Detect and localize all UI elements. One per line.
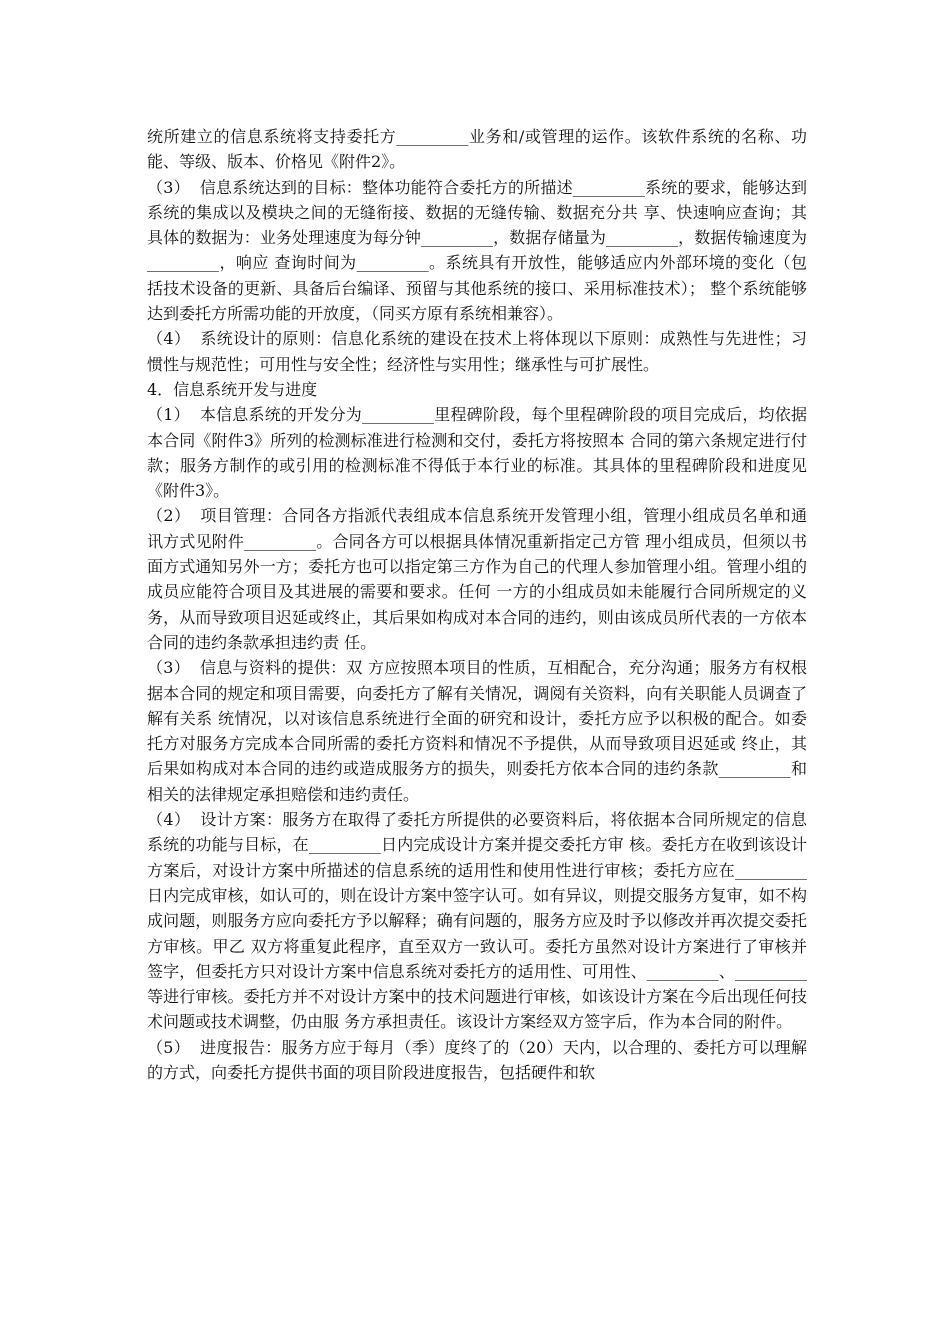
paragraph-design-principles — [147, 326, 807, 377]
paragraph-system-goals — [147, 175, 807, 327]
paragraph-design-plan — [147, 807, 807, 1035]
paragraph-text: 信息系统达到的目标：整体功能符合委托方的所描述_________系统的要求，能够达到系统的集成以及模块之间的无缝衔接、数据的无缝传输、数据充分共 享、快速响应查询；其具体的数据为：业务处理速度为每分钟_________，数据存储量为_________，数据传输速度为_________，响应 查询时间为_________。系统具有开放性，能够适应内外部环境的变化（包括技术设备的更新、具备后台编译、预留与其他系统的接口、采用标准技术）； 整个系统能够达到委托方所需功能的开放度，（同买方原有系统相兼容）。 — [147, 177, 807, 324]
document-body — [147, 124, 807, 1085]
paragraph-number: （4） — [147, 329, 191, 349]
paragraph-progress-report — [147, 1035, 807, 1086]
paragraph-continuation — [147, 124, 807, 175]
paragraph-text: 进度报告：服务方应于每月（季）度终了的（20）天内，以合理的、委托方可以理解的方式，向委托方提供书面的项目阶段进度报告，包括硬件和软 — [147, 1037, 807, 1082]
paragraph-milestones — [147, 402, 807, 503]
paragraph-project-management — [147, 503, 807, 655]
paragraph-information-provision — [147, 655, 807, 807]
paragraph-number: （3） — [147, 658, 190, 678]
paragraph-text: 项目管理：合同各方指派代表组成本信息系统开发管理小组，管理小组成员名单和通讯方式见附件_________。合同各方可以根据具体情况重新指定己方管 理小组成员，但须以书面方式通知另外一方；委托方也可以指定第三方作为自己的代理人参加管理小组。管理小组的成员应能符合项目及其进展的需要和要求。任何 一方的小组成员如未能履行合同所规定的义务，从而导致项目迟延或终止，其后果如构成对本合同的违约，则由该成员所代表的一方依本合同的违约条款承担违约责 任。 — [147, 506, 807, 652]
paragraph-text: 设计方案：服务方在取得了委托方所提供的必要资料后，将依据本合同所规定的信息系统的功能与目标，在_________日内完成设计方案并提交委托方审 核。委托方在收到该设计方案后，对设计方案中所描述的信息系统的适用性和使用性进行审核；委托方应在_________日内完成审核，如认可的，则在设计方案中签字认可。如有异议，则提交服务方复审，如不构成问题，则服务方应向委托方予以解释；确有问题的，服务方应及时予以修改并再次提交委托方审核。甲乙 双方将重复此程序，直至双方一致认可。委托方虽然对设计方案进行了审核并签字，但委托方只对设计方案中信息系统对委托方的适用性、可用性、_________、_________等进行审核。委托方并不对设计方案中的技术问题进行审核，如该设计方案在今后出现任何技术问题或技术调整，仍由服 务方承担责任。该设计方案经双方签字后，作为本合同的附件。 — [147, 810, 807, 1032]
section-heading — [147, 377, 807, 402]
paragraph-text: 信息与资料的提供：双 方应按照本项目的性质，互相配合，充分沟通；服务方有权根据本合同的规定和项目需要，向委托方了解有关情况，调阅有关资料，向有关职能人员调查了解有关系 统情况，以对该信息系统进行全面的研究和设计，委托方应予以积极的配合。如委托方对服务方完成本合同所需的委托方资料和情况不予提供，从而导致项目迟延或 终止，其后果如构成对本合同的违约或造成服务方的损失，则委托方依本合同的违约条款_________和相关的法律规定承担赔偿和违约责任。 — [147, 658, 807, 804]
paragraph-text: 本信息系统的开发分为_________里程碑阶段，每个里程碑阶段的项目完成后，均依据本合同《附件3》所列的检测标准进行检测和交付，委托方将按照本 合同的第六条规定进行付款；服务方制作的或引用的检测标准不得低于本行业的标准。其具体的里程碑阶段和进度见《附件3》。 — [147, 405, 807, 501]
paragraph-text: 系统设计的原则：信息化系统的建设在技术上将体现以下原则：成熟性与先进性；习惯性与规范性；可用性与安全性；经济性与实用性；继承性与可扩展性。 — [147, 329, 807, 374]
section-heading-text: 4．信息系统开发与进度 — [147, 379, 318, 399]
paragraph-number: （1） — [147, 405, 190, 425]
paragraph-text: 统所建立的信息系统将支持委托方_________业务和/或管理的运作。该软件系统的名称、功能、等级、版本、价格见《附件2》。 — [147, 127, 807, 172]
paragraph-number: （5） — [147, 1037, 191, 1057]
paragraph-number: （3） — [147, 177, 190, 197]
paragraph-number: （4） — [147, 810, 191, 830]
paragraph-number: （2） — [147, 506, 191, 526]
